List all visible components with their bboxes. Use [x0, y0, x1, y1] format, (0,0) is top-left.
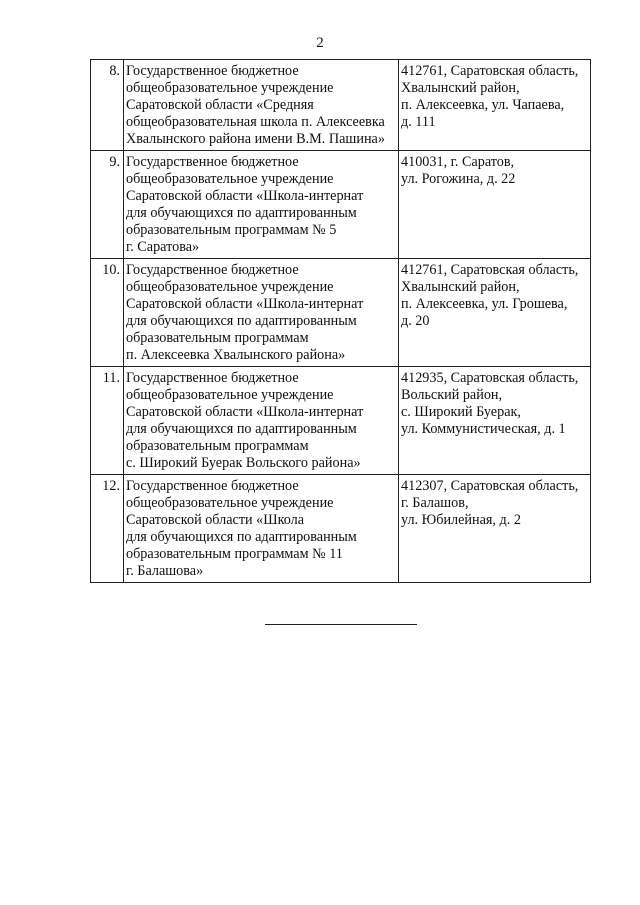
institution-name-line: г. Саратова» — [126, 239, 200, 255]
institution-name-line: общеобразовательное учреждение — [126, 80, 334, 96]
institution-name-line: для обучающихся по адаптированным — [126, 529, 357, 545]
institution-name-line: Государственное бюджетное — [126, 63, 299, 79]
institution-name-cell — [124, 475, 399, 583]
address-line: ул. Коммунистическая, д. 1 — [401, 421, 566, 437]
institution-name-line: общеобразовательное учреждение — [126, 495, 334, 511]
institution-name-line: Государственное бюджетное — [126, 154, 299, 170]
institution-name-line: образовательным программам № 5 — [126, 222, 337, 238]
institution-name-cell — [124, 151, 399, 259]
address-cell — [399, 259, 591, 367]
address-line: 412761, Саратовская область, — [401, 262, 579, 278]
address-line: 412307, Саратовская область, — [401, 478, 579, 494]
address-line: г. Балашов, — [401, 495, 469, 511]
institution-name-line: Саратовской области «Средняя — [126, 97, 314, 113]
institution-name-line: с. Широкий Буерак Вольского района» — [126, 455, 361, 471]
table-row — [91, 151, 591, 259]
address-line: Вольский район, — [401, 387, 503, 403]
row-number-cell: 12. — [91, 475, 124, 583]
address-line: п. Алексеевка, ул. Грошева, — [401, 296, 568, 312]
institution-name-line: Саратовской области «Школа-интернат — [126, 296, 364, 312]
institution-name-line: образовательным программам № 11 — [126, 546, 343, 562]
address-line: п. Алексеевка, ул. Чапаева, — [401, 97, 565, 113]
row-number-cell: 9. — [91, 151, 124, 259]
table-row — [91, 60, 591, 151]
institution-name-line: образовательным программам — [126, 330, 309, 346]
address-line: 412935, Саратовская область, — [401, 370, 579, 386]
institution-name-line: для обучающихся по адаптированным — [126, 205, 357, 221]
end-separator-line — [265, 624, 417, 625]
institution-name-line: Саратовской области «Школа — [126, 512, 305, 528]
address-line: Хвалынский район, — [401, 279, 520, 295]
institution-name-line: Государственное бюджетное — [126, 262, 299, 278]
institution-name-line: Саратовской области «Школа-интернат — [126, 404, 364, 420]
institution-name-line: Хвалынского района имени В.М. Пашина» — [126, 131, 385, 147]
institution-name-line: общеобразовательное учреждение — [126, 171, 334, 187]
institution-name-cell — [124, 60, 399, 151]
row-number-cell: 10. — [91, 259, 124, 367]
institution-name-line: Государственное бюджетное — [126, 370, 299, 386]
table-row — [91, 367, 591, 475]
address-line: д. 111 — [401, 114, 436, 130]
page-number: 2 — [316, 35, 324, 51]
institution-name-line: Государственное бюджетное — [126, 478, 299, 494]
institution-name-line: общеобразовательная школа п. Алексеевка — [126, 114, 385, 130]
address-cell — [399, 475, 591, 583]
address-cell — [399, 60, 591, 151]
address-line: ул. Юбилейная, д. 2 — [401, 512, 521, 528]
institution-name-line: для обучающихся по адаптированным — [126, 313, 357, 329]
institutions-table — [90, 59, 591, 583]
address-line: д. 20 — [401, 313, 430, 329]
address-line: 410031, г. Саратов, — [401, 154, 515, 170]
institution-name-line: г. Балашова» — [126, 563, 204, 579]
institution-name-line: образовательным программам — [126, 438, 309, 454]
institutions-table-body — [91, 60, 591, 583]
table-row — [91, 475, 591, 583]
institution-name-line: Саратовской области «Школа-интернат — [126, 188, 364, 204]
address-line: 412761, Саратовская область, — [401, 63, 579, 79]
address-cell — [399, 367, 591, 475]
institution-name-line: общеобразовательное учреждение — [126, 279, 334, 295]
address-line: Хвалынский район, — [401, 80, 520, 96]
row-number-cell: 11. — [91, 367, 124, 475]
institution-name-line: п. Алексеевка Хвалынского района» — [126, 347, 346, 363]
institution-name-line: общеобразовательное учреждение — [126, 387, 334, 403]
institution-name-cell — [124, 259, 399, 367]
row-number-cell: 8. — [91, 60, 124, 151]
address-cell — [399, 151, 591, 259]
table-row — [91, 259, 591, 367]
address-line: ул. Рогожина, д. 22 — [401, 171, 516, 187]
institution-name-line: для обучающихся по адаптированным — [126, 421, 357, 437]
institution-name-cell — [124, 367, 399, 475]
address-line: с. Широкий Буерак, — [401, 404, 521, 420]
